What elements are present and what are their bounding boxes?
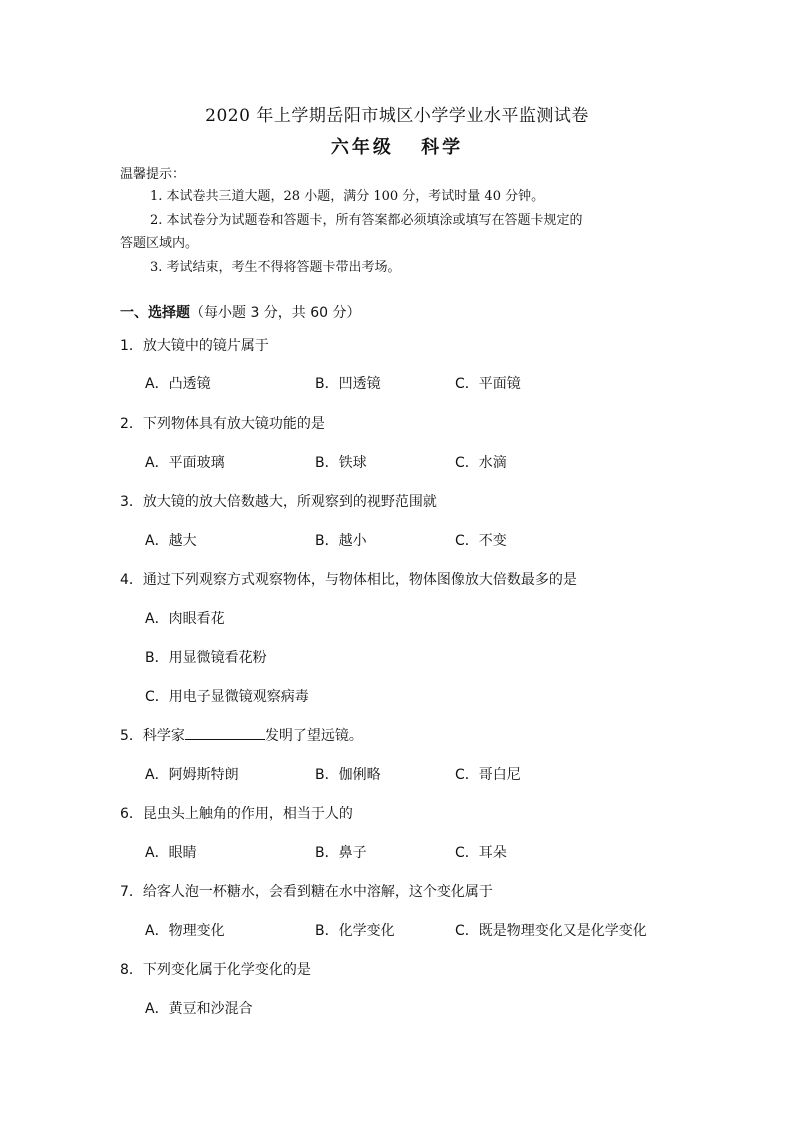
question-1: 1．放大镜中的镜片属于: [120, 338, 269, 354]
tip-item-2-continued: 答题区域内。: [120, 236, 199, 251]
answer-blank[interactable]: [185, 727, 265, 740]
section-heading: [120, 302, 361, 322]
q7-option-b[interactable]: B．化学变化: [315, 923, 395, 939]
question-8: 8．下列变化属于化学变化的是: [120, 962, 311, 978]
q1-option-a[interactable]: A．凸透镜: [145, 376, 211, 392]
question-5-end: 发明了望远镜。: [264, 728, 363, 744]
q6-option-b[interactable]: B．鼻子: [315, 845, 367, 861]
q8-option-a[interactable]: A．黄豆和沙混合: [145, 1001, 253, 1017]
tips-heading: 温馨提示：: [120, 167, 186, 182]
q3-option-a[interactable]: A．越大: [145, 533, 197, 549]
exam-title: 2020 年上学期岳阳市城区小学学业水平监测试卷: [205, 106, 589, 126]
q5-option-a[interactable]: A．阿姆斯特朗: [145, 767, 239, 783]
q1-option-b[interactable]: B．凹透镜: [315, 376, 381, 392]
q6-option-c[interactable]: C．耳朵: [455, 845, 507, 861]
question-6: 6．昆虫头上触角的作用，相当于人的: [120, 806, 353, 822]
tip-item-2: 2. 本试卷分为试题卷和答题卡，所有答案都必须填涂或填写在答题卡规定的: [150, 213, 583, 228]
q4-option-b[interactable]: B．用显微镜看花粉: [145, 650, 267, 666]
q3-option-b[interactable]: B．越小: [315, 533, 367, 549]
tip-item-3: 3. 考试结束，考生不得将答题卡带出考场。: [150, 260, 401, 275]
q5-option-c[interactable]: C．哥白尼: [455, 767, 521, 783]
q2-option-c[interactable]: C．水滴: [455, 455, 507, 471]
question-3: 3．放大镜的放大倍数越大，所观察到的视野范围就: [120, 494, 437, 510]
q7-option-c[interactable]: C．既是物理变化又是化学变化: [455, 923, 647, 939]
tip-item-1: 1. 本试卷共三道大题，28 小题，满分 100 分，考试时量 40 分钟。: [150, 189, 545, 204]
question-4: 4．通过下列观察方式观察物体，与物体相比，物体图像放大倍数最多的是: [120, 572, 577, 588]
q4-option-a[interactable]: A．肉眼看花: [145, 611, 225, 627]
q5-option-b[interactable]: B．伽俐略: [315, 767, 381, 783]
question-2: 2．下列物体具有放大镜功能的是: [120, 416, 325, 432]
question-5: [120, 725, 363, 745]
exam-subtitle: 六年级 科学: [330, 137, 464, 158]
q3-option-c[interactable]: C．不变: [455, 533, 507, 549]
section-title: 一、选择题: [120, 305, 190, 321]
q1-option-c[interactable]: C．平面镜: [455, 376, 521, 392]
question-5-start: 5．科学家: [120, 728, 185, 744]
q4-option-c[interactable]: C．用电子显微镜观察病毒: [145, 689, 309, 705]
q7-option-a[interactable]: A．物理变化: [145, 923, 225, 939]
q2-option-a[interactable]: A．平面玻璃: [145, 455, 225, 471]
question-7: 7．给客人泡一杯糖水，会看到糖在水中溶解，这个变化属于: [120, 884, 493, 900]
q6-option-a[interactable]: A．眼睛: [145, 845, 197, 861]
section-note: （每小题 3 分，共 60 分）: [190, 305, 361, 321]
q2-option-b[interactable]: B．铁球: [315, 455, 367, 471]
